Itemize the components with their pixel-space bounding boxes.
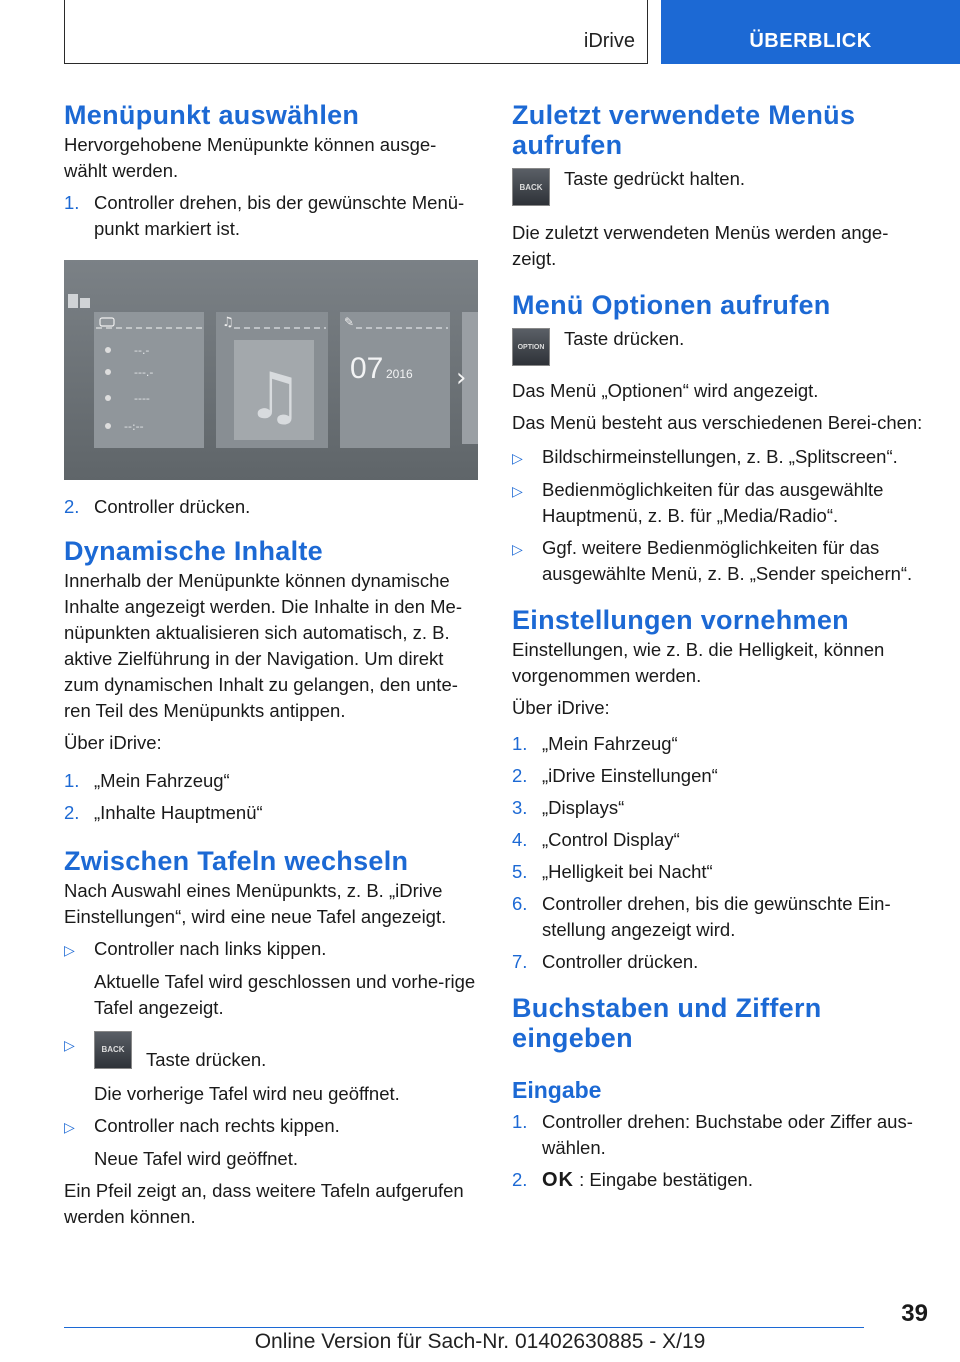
bullet-triangle-icon: ▷ bbox=[512, 450, 523, 466]
bullet-item bbox=[64, 1113, 476, 1140]
step-text: Controller drehen, bis der gewünschte Menü-punkt markiert ist. bbox=[94, 192, 465, 239]
section-title-letters-digits: Buchstaben und Ziffern eingeben bbox=[512, 993, 822, 1053]
bullet-subtext: Die vorherige Tafel wird neu geöffnet. bbox=[94, 1083, 400, 1104]
bullet-triangle-icon: ▷ bbox=[64, 942, 75, 958]
section-title-menu-select: Menüpunkt auswählen bbox=[64, 100, 360, 130]
step-number: 1. bbox=[512, 1111, 528, 1132]
step-item bbox=[512, 795, 928, 821]
bullet-triangle-icon: ▷ bbox=[512, 483, 523, 499]
next-panel-arrow-icon: › bbox=[456, 363, 467, 393]
date-day: 07 bbox=[350, 352, 384, 385]
bullet-text: Bildschirmeinstellungen, z. B. „Splitscreen“. bbox=[542, 446, 898, 467]
paragraph: Das Menü besteht aus verschiedenen Berei-chen: bbox=[512, 412, 923, 433]
step-number: 2. bbox=[512, 1169, 528, 1190]
back-key-icon: BACK bbox=[94, 1031, 132, 1069]
step-item bbox=[64, 800, 476, 826]
bullet-triangle-icon: ▷ bbox=[512, 541, 523, 557]
bullet-triangle-icon: ▷ bbox=[64, 1119, 75, 1135]
paragraph: Nach Auswahl eines Menüpunkts, z. B. „iDrive Einstellungen“, wird eine neue Tafel angezeigt. bbox=[64, 880, 447, 927]
subsection-title-input: Eingabe bbox=[512, 1077, 602, 1103]
tile-value: ---.- bbox=[134, 366, 154, 379]
settings-steps bbox=[512, 731, 928, 975]
step-text: „Displays“ bbox=[542, 797, 625, 818]
step-number: 2. bbox=[64, 802, 80, 823]
bullet-text: Controller nach rechts kippen. bbox=[94, 1115, 340, 1136]
step-number: 6. bbox=[512, 893, 528, 914]
step-number: 4. bbox=[512, 829, 528, 850]
ok-symbol-icon: OK bbox=[542, 1169, 574, 1191]
svg-text:♫: ♫ bbox=[222, 315, 234, 330]
bullet-subtext: Aktuelle Tafel wird geschlossen und vorhe-rige Tafel angezeigt. bbox=[94, 971, 476, 1018]
option-key-icon: OPTION bbox=[512, 328, 550, 366]
footer-divider bbox=[64, 1327, 864, 1328]
key-instruction bbox=[512, 328, 928, 366]
step-text: „Mein Fahrzeug“ bbox=[94, 770, 230, 791]
bullet-item bbox=[64, 1031, 476, 1073]
right-column bbox=[512, 100, 928, 1193]
step-text: Controller drücken. bbox=[542, 951, 699, 972]
paragraph: Einstellungen, wie z. B. die Helligkeit, können vorgenommen werden. bbox=[512, 639, 885, 686]
page-number: 39 bbox=[901, 1300, 928, 1327]
tile-value: --:-- bbox=[124, 420, 144, 433]
paragraph: Innerhalb der Menüpunkte können dynamische Inhalte angezeigt werden. Die Inhalte in den Me-nüpunkten aktualisieren sich automatisch, z. B. aktive Zielführung in der Navigation. Um direkt zum dynamischen Inhalt zu gelangen, den unte-ren Teil des Menüpunkts antippen. bbox=[64, 570, 463, 721]
step-number: 1. bbox=[64, 192, 80, 213]
left-column bbox=[64, 100, 476, 1230]
step-number: 1. bbox=[64, 770, 80, 791]
paragraph: Ein Pfeil zeigt an, dass weitere Tafeln aufgerufen werden können. bbox=[64, 1180, 464, 1227]
step-number: 2. bbox=[512, 765, 528, 786]
screenshot-graphic bbox=[64, 260, 478, 480]
section-title-recent-menus: Zuletzt verwendete Menüs aufrufen bbox=[512, 100, 856, 160]
bullet-item bbox=[512, 535, 928, 587]
back-key-icon: BACK bbox=[512, 168, 550, 206]
key-instruction-text: Taste gedrückt halten. bbox=[564, 168, 745, 189]
paragraph: Das Menü „Optionen“ wird angezeigt. bbox=[512, 380, 819, 401]
step-item bbox=[512, 1167, 928, 1193]
step-item bbox=[64, 190, 476, 242]
music-note-icon: ♫ bbox=[246, 360, 304, 434]
step-number: 3. bbox=[512, 797, 528, 818]
step-number: 2. bbox=[64, 496, 80, 517]
tile-value: --.- bbox=[134, 344, 150, 357]
bullet-triangle-icon: ▷ bbox=[64, 1037, 75, 1053]
section-title-options: Menü Optionen aufrufen bbox=[512, 290, 831, 320]
idrive-screenshot bbox=[64, 260, 478, 480]
section-title-dynamic-content: Dynamische Inhalte bbox=[64, 536, 323, 566]
key-instruction-text: Taste drücken. bbox=[564, 328, 685, 349]
step-item bbox=[512, 859, 928, 885]
step-item bbox=[64, 768, 476, 794]
step-text: „Mein Fahrzeug“ bbox=[542, 733, 678, 754]
footer-text: Online Version für Sach-Nr. 01402630885 - X/19 bbox=[254, 1330, 706, 1353]
step-number: 5. bbox=[512, 861, 528, 882]
date-year: 2016 bbox=[386, 367, 413, 381]
step-text: „Control Display“ bbox=[542, 829, 680, 850]
step-item bbox=[512, 1109, 928, 1161]
step-text: Controller drehen: Buchstabe oder Ziffer aus-wählen. bbox=[542, 1111, 913, 1158]
bullet-text: Bedienmöglichkeiten für das ausgewählte Hauptmenü, z. B. für „Media/Radio“. bbox=[542, 479, 884, 526]
header-chapter-tab bbox=[661, 0, 960, 64]
step-item bbox=[512, 891, 928, 943]
step-text: „iDrive Einstellungen“ bbox=[542, 765, 718, 786]
paragraph: Die zuletzt verwendeten Menüs werden ange-zeigt. bbox=[512, 222, 889, 269]
bullet-subtext: Neue Tafel wird geöffnet. bbox=[94, 1148, 298, 1169]
bullet-text: Ggf. weitere Bedienmöglichkeiten für das ausgewählte Menü, z. B. „Sender speichern“. bbox=[542, 537, 913, 584]
bullet-item bbox=[512, 444, 928, 471]
step-item bbox=[512, 827, 928, 853]
step-item bbox=[512, 763, 928, 789]
step-text: „Helligkeit bei Nacht“ bbox=[542, 861, 713, 882]
tile-value: ---- bbox=[134, 392, 150, 405]
header-section-title: iDrive bbox=[583, 30, 635, 52]
step-item bbox=[64, 494, 476, 520]
step-number: 7. bbox=[512, 951, 528, 972]
step-text: „Inhalte Hauptmenü“ bbox=[94, 802, 263, 823]
header-section-box bbox=[64, 0, 648, 64]
step-number: 1. bbox=[512, 733, 528, 754]
header-chapter-title: ÜBERBLICK bbox=[749, 30, 872, 52]
step-item bbox=[512, 949, 928, 975]
step-text: Controller drehen, bis die gewünschte Ein-stellung angezeigt wird. bbox=[542, 893, 891, 940]
bullet-text: Controller nach links kippen. bbox=[94, 938, 327, 959]
bullet-item bbox=[64, 936, 476, 963]
bullet-item bbox=[512, 477, 928, 529]
step-text: Controller drücken. bbox=[94, 496, 251, 517]
paragraph: Über iDrive: bbox=[64, 732, 162, 753]
bullet-text: Taste drücken. bbox=[146, 1049, 267, 1070]
key-instruction bbox=[512, 168, 928, 206]
svg-text:✎: ✎ bbox=[344, 315, 355, 329]
step-item bbox=[512, 731, 928, 757]
section-title-switch-panels: Zwischen Tafeln wechseln bbox=[64, 846, 409, 876]
step-text: : Eingabe bestätigen. bbox=[579, 1169, 753, 1190]
section-title-settings: Einstellungen vornehmen bbox=[512, 605, 849, 635]
paragraph: Über iDrive: bbox=[512, 697, 610, 718]
paragraph: Hervorgehobene Menüpunkte können ausge-wählt werden. bbox=[64, 134, 437, 181]
